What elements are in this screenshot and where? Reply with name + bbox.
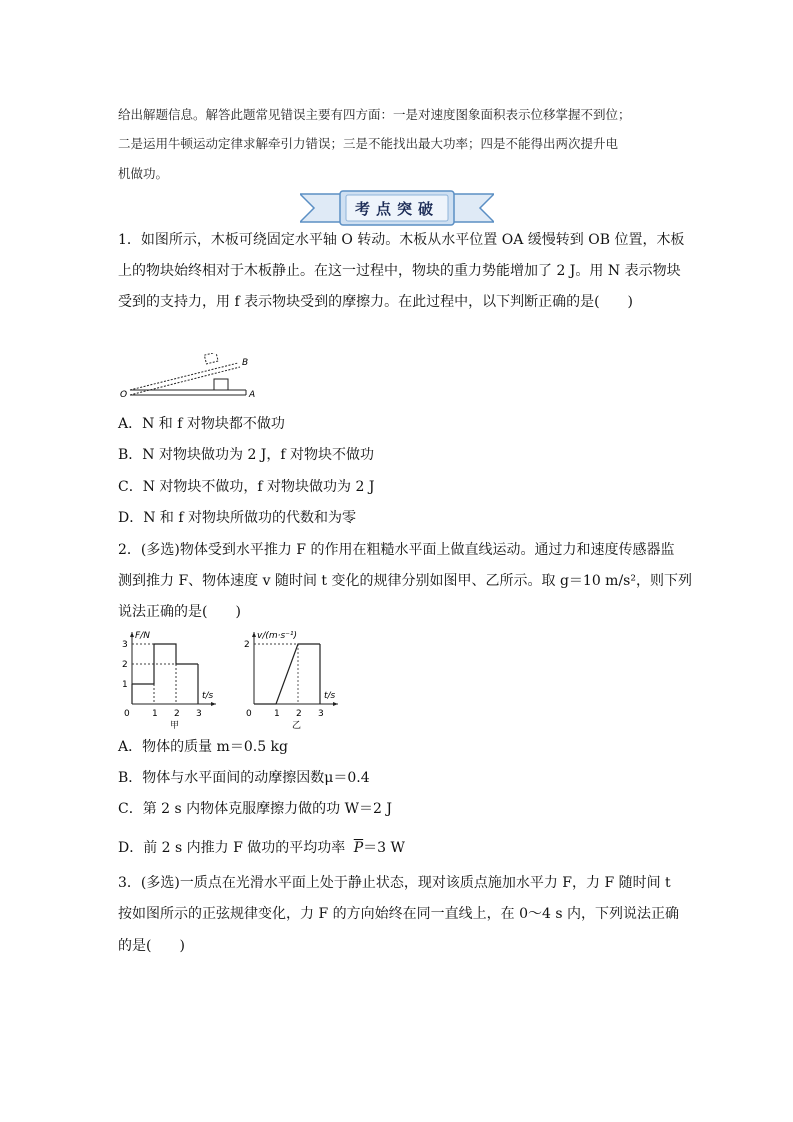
- chart-velocity-time: [240, 624, 360, 730]
- q1-line-1: 1．如图所示，木板可绕固定水平轴 O 转动。木板从水平位置 OA 缓慢转到 OB 位置，木板: [118, 232, 685, 248]
- intro-line-1: 给出解题信息。解答此题常见错误主要有四方面：一是对速度图象面积表示位移掌握不到位；: [118, 107, 631, 122]
- x-axis-arrow-icon: [333, 702, 338, 706]
- label-o: O: [120, 390, 128, 400]
- y-axis-label: v/(m·s⁻¹): [257, 631, 298, 641]
- q1-option-d: D．N 和 f 对物块所做功的代数和为零: [118, 510, 357, 526]
- y-axis-arrow-icon: [252, 632, 256, 637]
- q1-line-2: 上的物块始终相对于木板静止。在这一过程中，物块的重力势能增加了 2 J。用 N 表示物块: [118, 263, 681, 279]
- section-banner: [300, 190, 494, 226]
- chart-force-time: [118, 624, 238, 730]
- q2-option-d-text: D．前 2 s 内推力 F 做功的平均功率: [118, 840, 346, 856]
- q3-line-3: 的是( ): [118, 938, 185, 954]
- q2-option-a: A．物体的质量 m＝0.5 kg: [118, 739, 288, 755]
- x-tick-label: 1: [152, 709, 158, 719]
- q2-option-d: [118, 838, 678, 858]
- x-tick-label: 3: [196, 709, 202, 719]
- q1-option-b: B．N 对物块做功为 2 J，f 对物块不做功: [118, 447, 375, 463]
- x-tick-label: 2: [174, 709, 180, 719]
- y-tick-label: 1: [122, 680, 128, 690]
- q1-option-c: C．N 对物块不做功，f 对物块做功为 2 J: [118, 479, 375, 495]
- q2-line-2: 测到推力 F、物体速度 v 随时间 t 变化的规律分别如图甲、乙所示。取 g＝10 m/s²，则下列: [118, 573, 692, 589]
- x-tick-label: 2: [296, 709, 302, 719]
- banner-title: 考点突破: [354, 200, 439, 218]
- q2-option-d-value: ＝3 W: [363, 840, 405, 856]
- x-tick-label: 0: [124, 709, 130, 719]
- chart-caption: 甲: [170, 721, 180, 730]
- intro-line-3: 机做功。: [118, 166, 169, 181]
- intro-line-2: 二是运用牛顿运动定律求解牵引力错误；三是不能找出最大功率；四是不能得出两次提升电: [118, 136, 619, 151]
- q2-option-b: B．物体与水平面间的动摩擦因数μ＝0.4: [118, 770, 370, 786]
- y-axis-arrow-icon: [130, 632, 134, 637]
- x-tick-label: 1: [274, 709, 280, 719]
- x-axis-label: t/s: [324, 691, 336, 701]
- y-axis-label: F/N: [135, 631, 150, 641]
- x-axis-label: t/s: [202, 691, 214, 701]
- x-tick-label: 3: [318, 709, 324, 719]
- y-tick-label: 2: [122, 660, 128, 670]
- x-axis-arrow-icon: [211, 702, 216, 706]
- label-a: A: [249, 390, 256, 400]
- x-tick-label: 0: [246, 709, 252, 719]
- label-b: B: [242, 358, 249, 368]
- incline-figure: [118, 353, 268, 403]
- q2-option-c: C．第 2 s 内物体克服摩擦力做的功 W＝2 J: [118, 801, 392, 817]
- series-line: [254, 644, 320, 704]
- q2-line-1: 2．(多选)物体受到水平推力 F 的作用在粗糙水平面上做直线运动。通过力和速度传感器监: [118, 542, 675, 558]
- average-power-symbol: $\overline{P}$: [353, 840, 364, 856]
- q3-line-1: 3．(多选)一质点在光滑水平面上处于静止状态，现对该质点施加水平力 F，力 F 随时间 t: [118, 875, 671, 891]
- q1-line-3: 受到的支持力，用 f 表示物块受到的摩擦力。在此过程中，以下判断正确的是( ): [118, 294, 634, 310]
- q1-option-a: A．N 和 f 对物块都不做功: [118, 416, 285, 432]
- chart-caption: 乙: [292, 721, 302, 730]
- q2-line-3: 说法正确的是( ): [118, 604, 241, 620]
- y-tick-label: 3: [122, 640, 128, 650]
- q3-line-2: 按如图所示的正弦规律变化，力 F 的方向始终在同一直线上，在 0～4 s 内，下列说法正确: [118, 906, 679, 922]
- y-tick-label: 2: [244, 640, 250, 650]
